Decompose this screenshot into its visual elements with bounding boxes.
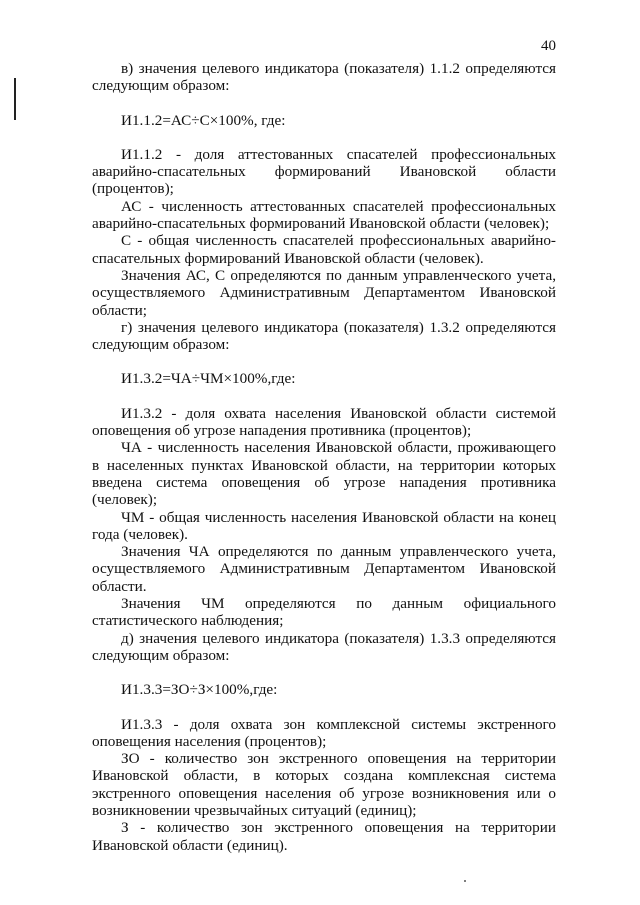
definition-s: С - общая численность спасателей профессиональных аварийно-спасательных формирований Ивановской области (человек).	[92, 232, 556, 267]
paragraph-as-source: Значения АС, С определяются по данным управленческого учета, осуществляемого Административным Департаментом Ивановской области;	[92, 266, 556, 319]
formula-1-1-2: И1.1.2=АС÷С×100%, где:	[121, 111, 286, 129]
paragraph-indicator-1-3-3-intro: д) значения целевого индикатора (показателя) 1.3.3 определяются следующим образом:	[92, 629, 556, 664]
page-number: 40	[541, 38, 556, 54]
definition-i133: И1.3.3 - доля охвата зон комплексной системы экстренного оповещения населения (процентов);	[92, 715, 556, 750]
definition-i112: И1.1.2 - доля аттестованных спасателей профессиональных аварийно-спасательных формирований Ивановской области (процентов);	[92, 145, 556, 198]
definition-z: З - количество зон экстренного оповещения на территории Ивановской области (единиц).	[92, 819, 556, 854]
margin-line	[14, 78, 16, 120]
paragraph-chm-source: Значения ЧМ определяются по данным официального статистического наблюдения;	[92, 595, 556, 630]
paragraph-indicator-1-1-2-intro: в) значения целевого индикатора (показателя) 1.1.2 определяются следующим образом:	[92, 60, 556, 95]
definition-cha: ЧА - численность населения Ивановской области, проживающего в населенных пунктах Ивановской области, на территории которых введена система оповещения об угрозе нападения противника (человек);	[92, 439, 556, 509]
definition-zo: ЗО - количество зон экстренного оповещения на территории Ивановской области, в которых создана комплексная система экстренного оповещения населения об угрозе возникновения или о возникновении чрезвычайных ситуаций (единиц);	[92, 750, 556, 819]
formula-1-3-3: И1.3.3=ЗО÷З×100%,где:	[121, 681, 278, 699]
document-body	[92, 60, 556, 854]
definition-chm: ЧМ - общая численность населения Ивановской области на конец года (человек).	[92, 508, 556, 543]
scan-speck	[464, 880, 466, 882]
paragraph-cha-source: Значения ЧА определяются по данным управленческого учета, осуществляемого Административным Департаментом Ивановской области.	[92, 543, 556, 595]
definition-i132: И1.3.2 - доля охвата населения Ивановской области системой оповещения об угрозе нападения противника (процентов);	[92, 404, 556, 440]
formula-1-3-2: И1.3.2=ЧА÷ЧМ×100%,где:	[121, 370, 296, 388]
definition-as: АС - численность аттестованных спасателей профессиональных аварийно-спасательных формирований Ивановской области (человек);	[92, 197, 556, 233]
paragraph-indicator-1-3-2-intro: г) значения целевого индикатора (показателя) 1.3.2 определяются следующим образом:	[92, 318, 556, 354]
